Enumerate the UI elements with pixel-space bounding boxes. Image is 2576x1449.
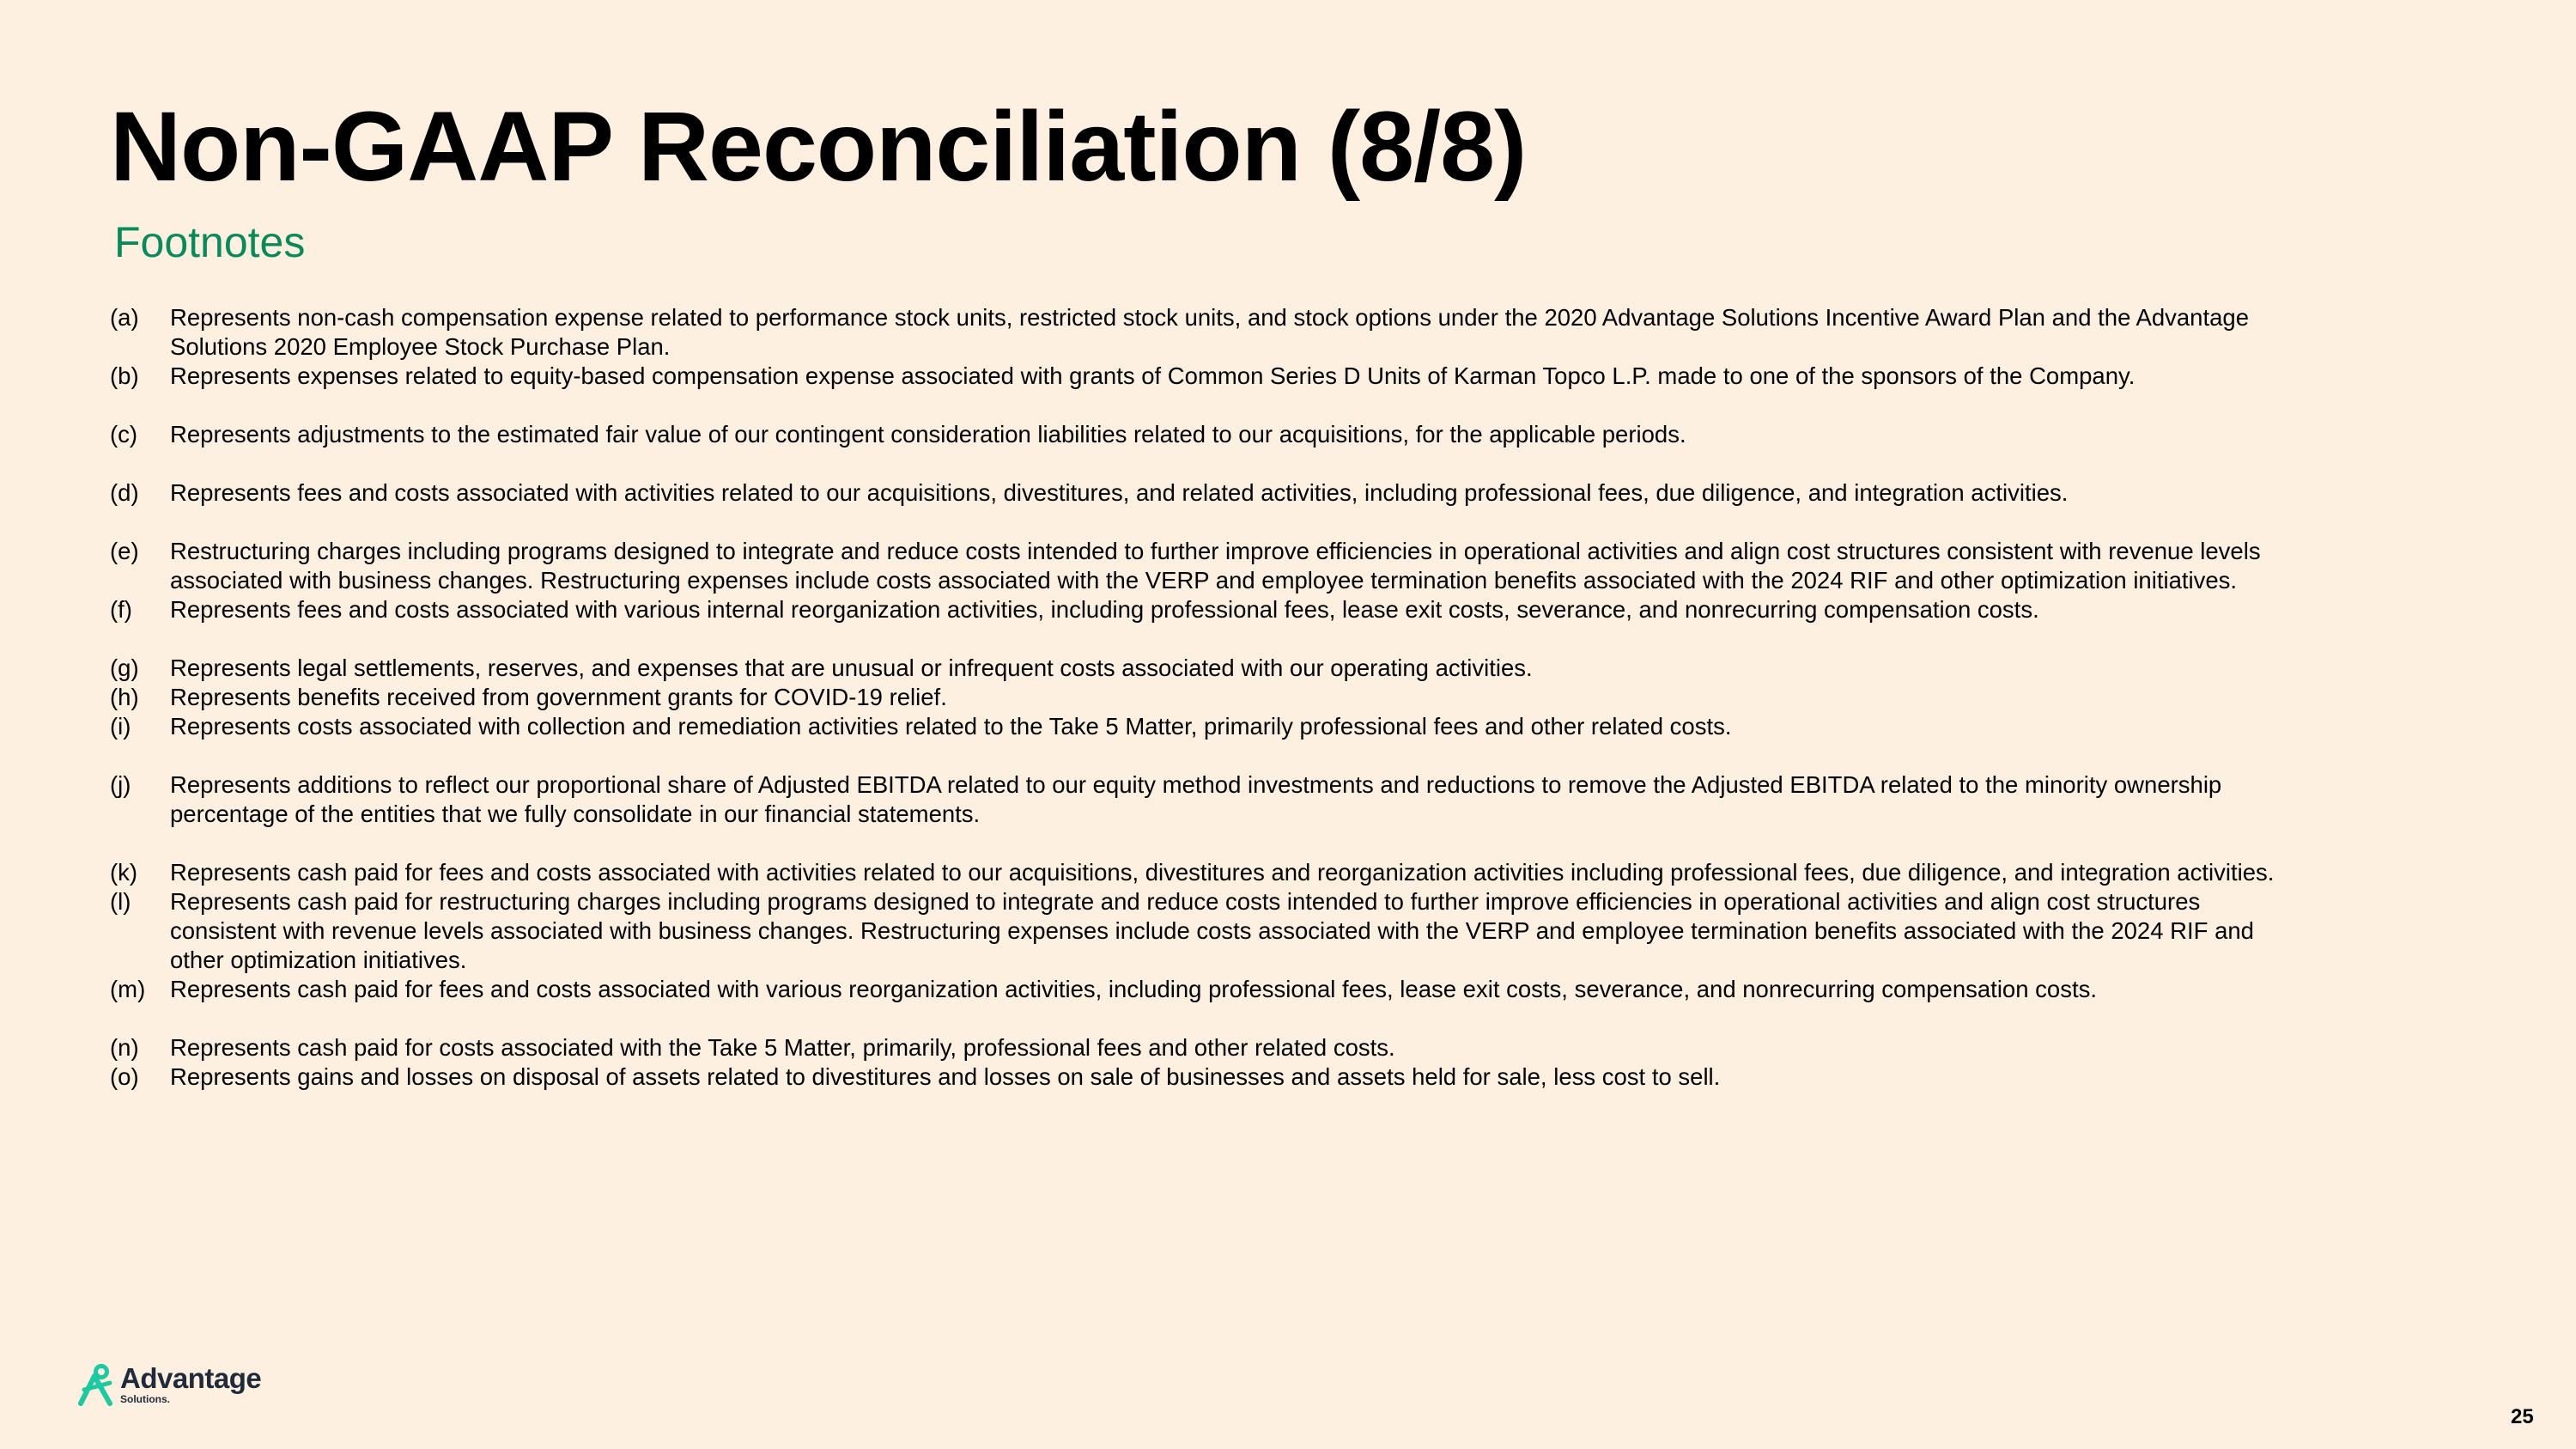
footnote-label: (g): [110, 654, 139, 681]
footnote-label: (a): [110, 304, 139, 331]
footnote-item: [110, 420, 2308, 449]
footnote-text: Represents non-cash compensation expense related to performance stock units, restricted stock units, and stock options under the 2020 Advantage Solutions Incentive Award Plan and the Advantage Solutions 2020 Employee Stock Purchase Plan.: [170, 304, 2249, 360]
footnote-text: Represents fees and costs associated with activities related to our acquisitions, divestitures, and related activities, including professional fees, due diligence, and integration activities.: [170, 479, 2069, 506]
footnote-text: Represents cash paid for fees and costs associated with various reorganization activities, including professional fees, lease exit costs, severance, and nonrecurring compensation costs.: [170, 976, 2097, 1002]
footnote-label: (j): [110, 771, 131, 798]
logo-name: Advantage: [120, 1362, 262, 1394]
footnote-label: (e): [110, 538, 139, 564]
footnote-label: (o): [110, 1063, 139, 1090]
footnote-text: Represents cash paid for costs associated with the Take 5 Matter, primarily, professional fees and other related costs.: [170, 1034, 1395, 1061]
advantage-solutions-logo: [76, 1364, 261, 1407]
footnote-item: [110, 683, 2308, 712]
footnote-label: (m): [110, 976, 146, 1002]
footnote-item: [110, 654, 2308, 683]
logo-wordmark: [120, 1364, 261, 1405]
footnote-item: [110, 537, 2308, 595]
footnote-label: (f): [110, 596, 132, 623]
footnotes-list: [110, 303, 2308, 1092]
footnote-text: Represents cash paid for fees and costs associated with activities related to our acquisitions, divestitures and reorganization activities including professional fees, due diligence, and integration activities.: [170, 859, 2275, 886]
footnote-item: [110, 595, 2308, 624]
footnote-text: Represents fees and costs associated with various internal reorganization activities, including professional fees, lease exit costs, severance, and nonrecurring compensation costs.: [170, 596, 2039, 623]
footnote-item: [110, 770, 2308, 829]
footnote-item: [110, 303, 2308, 362]
footnote-label: (b): [110, 362, 139, 389]
footnote-label: (d): [110, 479, 139, 506]
footnote-item: [110, 1062, 2308, 1092]
footnote-text: Represents costs associated with collection and remediation activities related to the Take 5 Matter, primarily professional fees and other related costs.: [170, 713, 1732, 740]
footnote-item: [110, 1033, 2308, 1062]
footnote-item: [110, 975, 2308, 1004]
logo-subname: Solutions.: [120, 1393, 170, 1405]
footnote-item: [110, 858, 2308, 887]
footnote-text: Represents expenses related to equity-based compensation expense associated with grants of Common Series D Units of Karman Topco L.P. made to one of the sponsors of the Company.: [170, 362, 2136, 389]
footnote-label: (i): [110, 713, 131, 740]
footnote-item: [110, 887, 2308, 975]
footnote-item: [110, 478, 2308, 508]
footnote-label: (k): [110, 859, 138, 886]
footnote-text: Represents legal settlements, reserves, and expenses that are unusual or infrequent costs associated with our operating activities.: [170, 654, 1533, 681]
slide-subtitle: Footnotes: [114, 218, 306, 266]
footnote-text: Restructuring charges including programs designed to integrate and reduce costs intended to further improve efficiencies in operational activities and align cost structures consistent with revenue levels associated with business changes. Restructuring expenses include costs associated with the VERP and employee termination benefits associated with the 2024 RIF and other optimization initiatives.: [170, 538, 2261, 594]
footnote-label: (n): [110, 1034, 139, 1061]
footnote-text: Represents benefits received from government grants for COVID-19 relief.: [170, 684, 947, 710]
footnote-text: Represents adjustments to the estimated fair value of our contingent consideration liabilities related to our acquisitions, for the applicable periods.: [170, 421, 1686, 447]
slide-title: Non-GAAP Reconciliation (8/8): [110, 92, 1527, 202]
footnote-text: Represents cash paid for restructuring charges including programs designed to integrate and reduce costs intended to further improve efficiencies in operational activities and align cost structures consistent with revenue levels associated with business changes. Restructuring expenses include costs associated with the VERP and employee termination benefits associated with the 2024 RIF and other optimization initiatives.: [170, 888, 2254, 973]
advantage-logo-icon: [76, 1364, 117, 1407]
footnote-label: (h): [110, 684, 139, 710]
footnote-text: Represents additions to reflect our proportional share of Adjusted EBITDA related to our equity method investments and reductions to remove the Adjusted EBITDA related to the minority ownership percentage of the entities that we fully consolidate in our financial statements.: [170, 771, 2222, 827]
footnote-text: Represents gains and losses on disposal of assets related to divestitures and losses on sale of businesses and assets held for sale, less cost to sell.: [170, 1063, 1721, 1090]
footnote-label: (l): [110, 888, 131, 915]
footnote-item: [110, 362, 2308, 391]
footnote-item: [110, 712, 2308, 741]
page-number: 25: [2511, 1405, 2534, 1428]
footnote-label: (c): [110, 421, 138, 447]
